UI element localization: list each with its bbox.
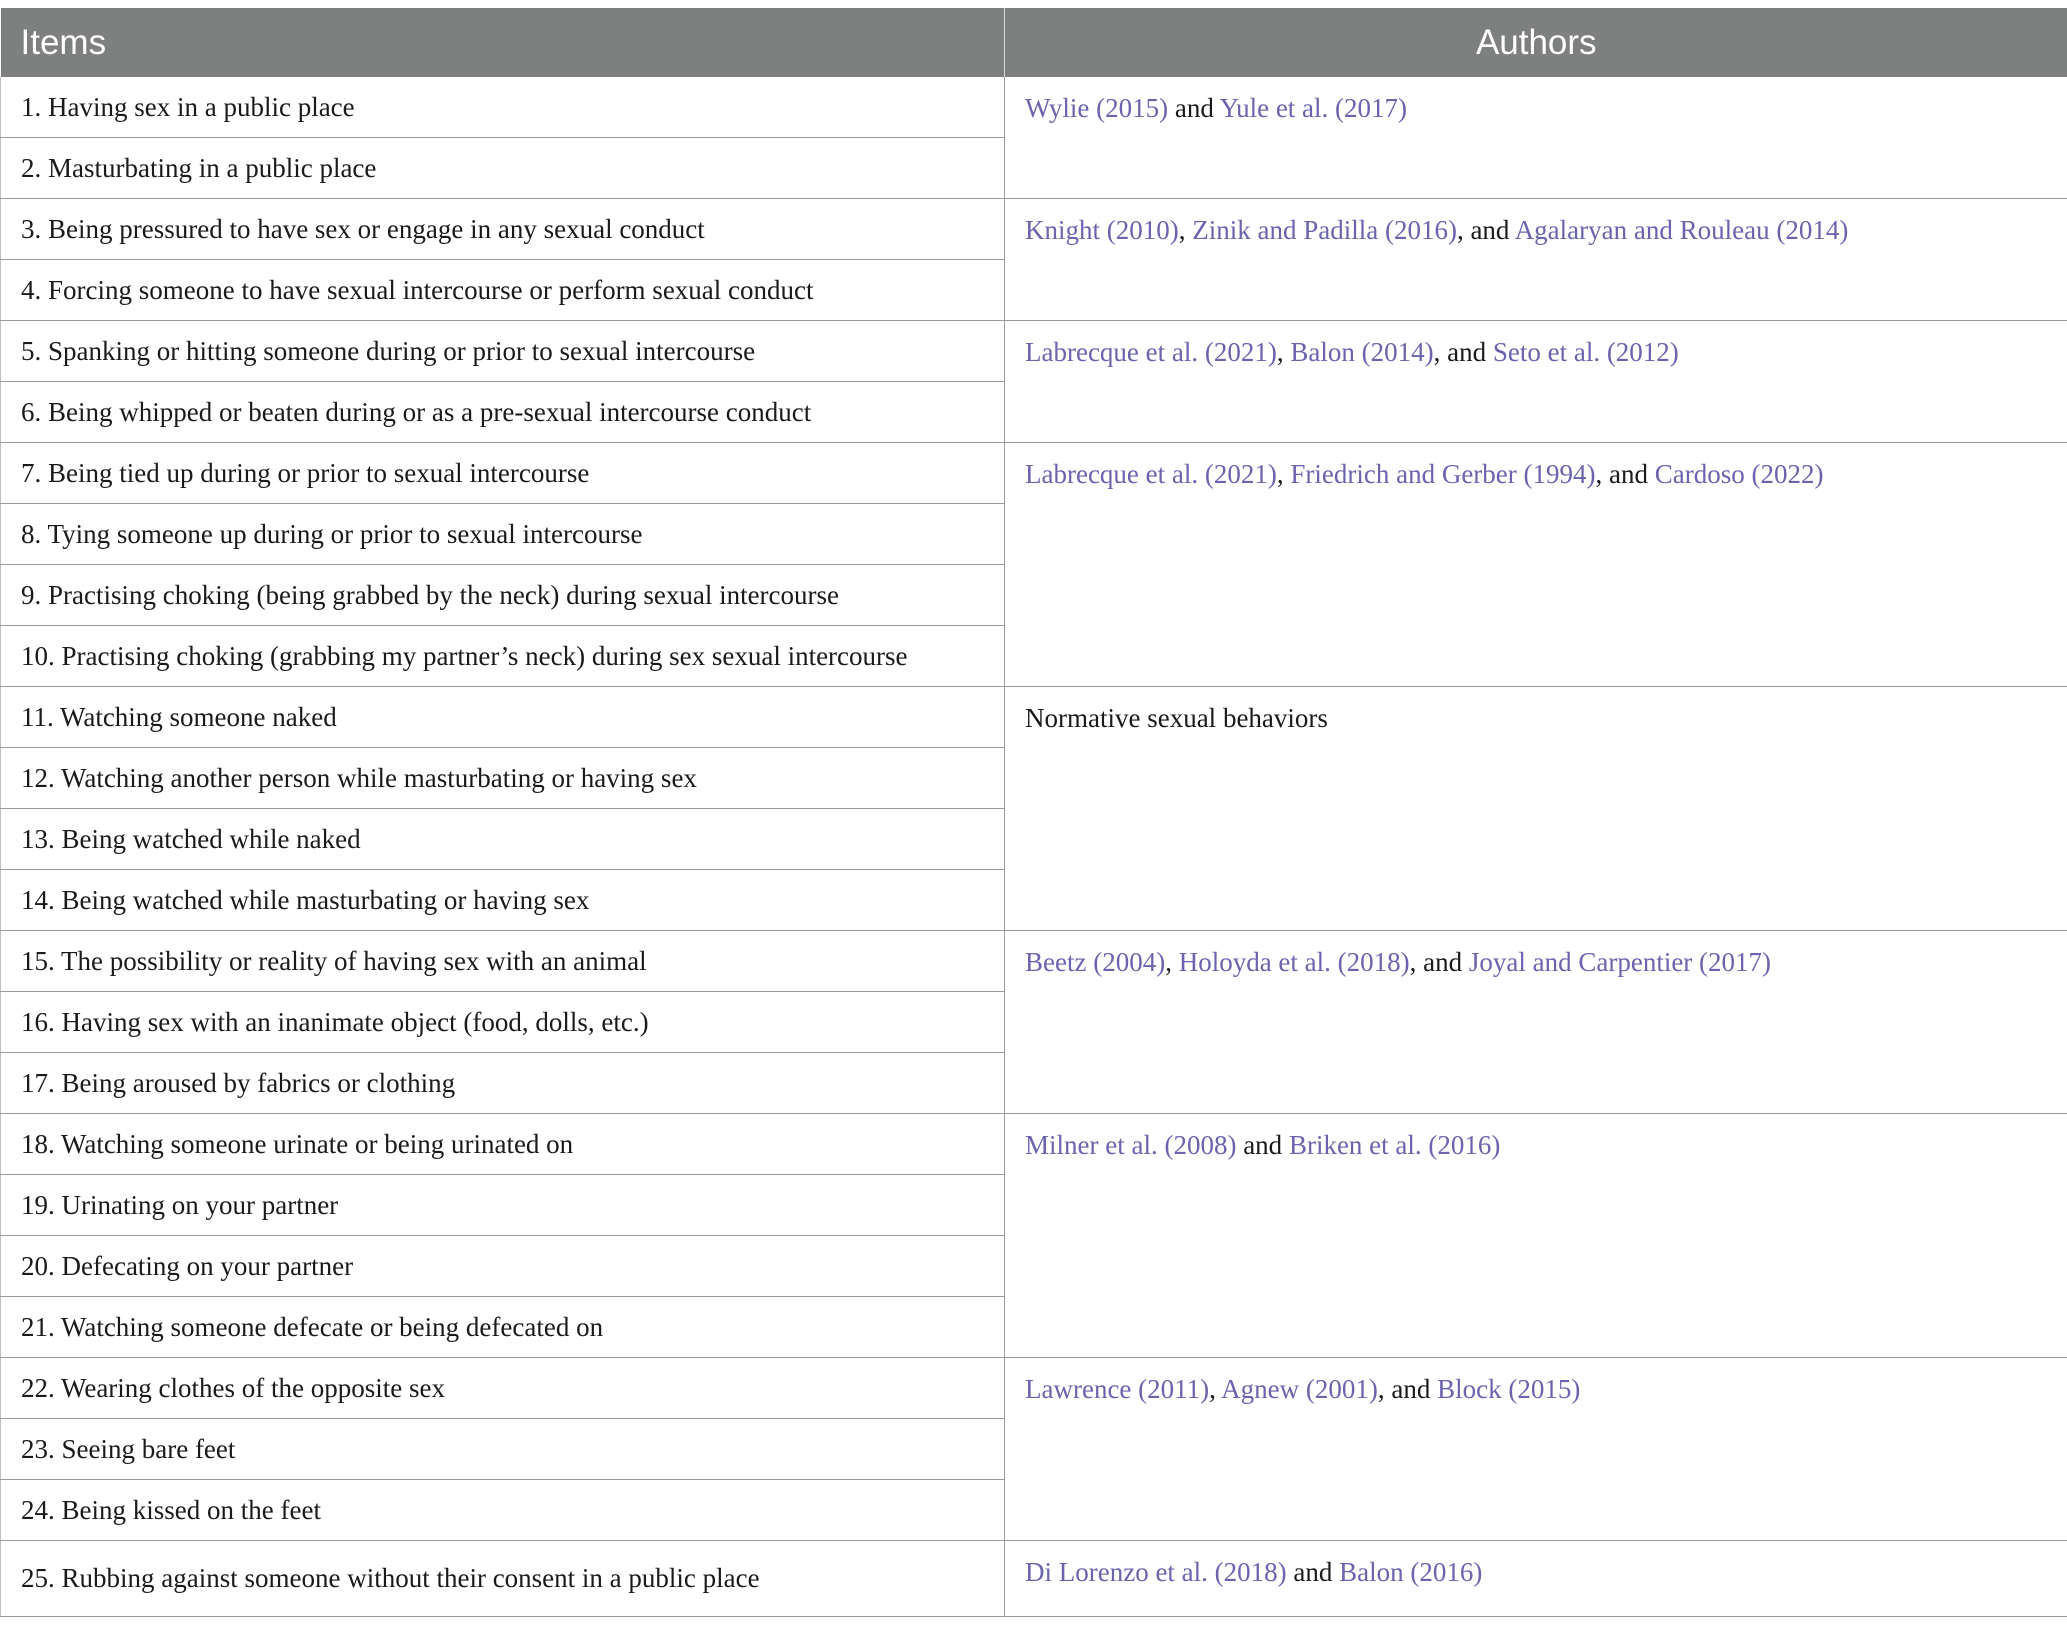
citation-link[interactable]: Friedrich and Gerber (1994) [1290, 459, 1596, 489]
citation-link[interactable]: Labrecque et al. (2021) [1025, 337, 1277, 367]
table-row [1, 199, 2067, 260]
author-separator: , [1276, 337, 1291, 367]
item-cell: 25. Rubbing against someone without their consent in a public place [1, 1541, 1005, 1617]
citation-link[interactable]: Agalaryan and Rouleau (2014) [1514, 215, 1849, 245]
item-cell: 6. Being whipped or beaten during or as a pre-sexual intercourse conduct [1, 382, 1005, 443]
table-row [1, 1114, 2067, 1175]
citation-link[interactable]: Briken et al. (2016) [1288, 1130, 1501, 1160]
table-row [1, 687, 2067, 748]
citation-link[interactable]: Seto et al. (2012) [1492, 337, 1679, 367]
table-row [1, 1358, 2067, 1419]
citation-link[interactable]: Lawrence (2011) [1025, 1374, 1210, 1404]
table-row [1, 77, 2067, 138]
item-cell: 22. Wearing clothes of the opposite sex [1, 1358, 1005, 1419]
item-cell: 1. Having sex in a public place [1, 77, 1005, 138]
citation-link[interactable]: Balon (2014) [1290, 337, 1434, 367]
authors-cell [1005, 77, 2067, 199]
citation-link[interactable]: Knight (2010) [1025, 215, 1179, 245]
authors-cell [1005, 321, 2067, 443]
citation-link[interactable]: Wylie (2015) [1025, 93, 1169, 123]
item-cell: 8. Tying someone up during or prior to sexual intercourse [1, 504, 1005, 565]
citation-link[interactable]: Holoyda et al. (2018) [1178, 947, 1410, 977]
author-separator: and [1236, 1130, 1289, 1160]
citation-link[interactable]: Labrecque et al. (2021) [1025, 459, 1277, 489]
table-row [1, 321, 2067, 382]
item-cell: 3. Being pressured to have sex or engage in any sexual conduct [1, 199, 1005, 260]
item-cell: 16. Having sex with an inanimate object (food, dolls, etc.) [1, 992, 1005, 1053]
author-separator: , [1209, 1374, 1222, 1404]
item-cell: 13. Being watched while naked [1, 809, 1005, 870]
citation-link[interactable]: Balon (2016) [1339, 1557, 1483, 1587]
header-items: Items [1, 8, 1005, 77]
author-separator: , [1178, 215, 1193, 245]
header-row [1, 8, 2067, 77]
citation-link[interactable]: Joyal and Carpentier (2017) [1468, 947, 1772, 977]
item-cell: 10. Practising choking (grabbing my partner’s neck) during sex sexual intercourse [1, 626, 1005, 687]
item-cell: 4. Forcing someone to have sexual intercourse or perform sexual conduct [1, 260, 1005, 321]
citation-link[interactable]: Milner et al. (2008) [1025, 1130, 1237, 1160]
authors-cell [1005, 199, 2067, 321]
item-cell: 20. Defecating on your partner [1, 1236, 1005, 1297]
author-separator: , and [1433, 337, 1493, 367]
citation-link[interactable]: Cardoso (2022) [1654, 459, 1824, 489]
item-cell: 19. Urinating on your partner [1, 1175, 1005, 1236]
citation-link[interactable]: Beetz (2004) [1025, 947, 1166, 977]
authors-cell [1005, 1358, 2067, 1541]
author-separator: , and [1456, 215, 1515, 245]
author-separator: , [1165, 947, 1179, 977]
authors-cell [1005, 687, 2067, 931]
item-cell: 24. Being kissed on the feet [1, 1480, 1005, 1541]
item-cell: 18. Watching someone urinate or being urinated on [1, 1114, 1005, 1175]
author-separator: and [1286, 1557, 1340, 1587]
citation-link[interactable]: Agnew (2001) [1221, 1374, 1378, 1404]
authors-cell [1005, 1541, 2067, 1617]
item-cell: 14. Being watched while masturbating or having sex [1, 870, 1005, 931]
item-cell: 9. Practising choking (being grabbed by the neck) during sexual intercourse [1, 565, 1005, 626]
item-cell: 21. Watching someone defecate or being defecated on [1, 1297, 1005, 1358]
authors-cell [1005, 1114, 2067, 1358]
author-separator: , and [1377, 1374, 1438, 1404]
citation-link[interactable]: Block (2015) [1437, 1374, 1581, 1404]
table-body [1, 77, 2067, 1617]
author-separator: , and [1409, 947, 1469, 977]
item-cell: 11. Watching someone naked [1, 687, 1005, 748]
item-cell: 7. Being tied up during or prior to sexual intercourse [1, 443, 1005, 504]
table-row [1, 1541, 2067, 1617]
author-separator: Normative sexual behaviors [1025, 703, 1328, 733]
table-row [1, 443, 2067, 504]
table-row [1, 931, 2067, 992]
item-cell: 23. Seeing bare feet [1, 1419, 1005, 1480]
header-authors: Authors [1005, 8, 2067, 77]
item-cell: 12. Watching another person while masturbating or having sex [1, 748, 1005, 809]
citation-link[interactable]: Di Lorenzo et al. (2018) [1025, 1557, 1287, 1587]
authors-cell [1005, 443, 2067, 687]
item-cell: 17. Being aroused by fabrics or clothing [1, 1053, 1005, 1114]
author-separator: and [1168, 93, 1220, 123]
item-cell: 5. Spanking or hitting someone during or prior to sexual intercourse [1, 321, 1005, 382]
item-cell: 2. Masturbating in a public place [1, 138, 1005, 199]
citation-link[interactable]: Yule et al. (2017) [1219, 93, 1408, 123]
citation-link[interactable]: Zinik and Padilla (2016) [1192, 215, 1457, 245]
items-authors-table [0, 8, 2067, 1617]
authors-cell [1005, 931, 2067, 1114]
author-separator: , [1276, 459, 1291, 489]
author-separator: , and [1595, 459, 1655, 489]
item-cell: 15. The possibility or reality of having sex with an animal [1, 931, 1005, 992]
